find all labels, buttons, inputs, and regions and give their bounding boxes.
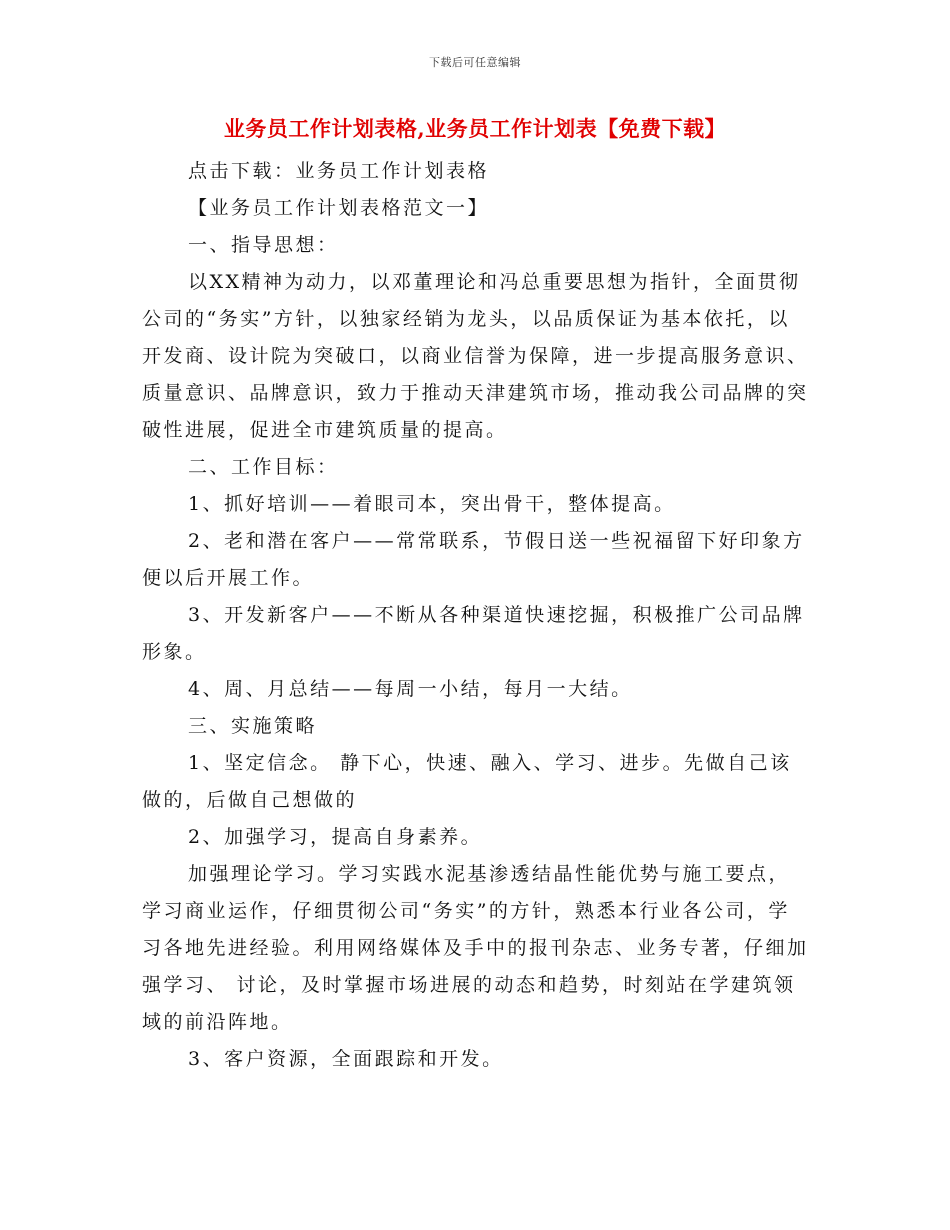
goal-item-1: 1、抓好培训——着眼司本，突出骨干，整体提高。 [188,493,676,515]
header-note: 下载后可任意编辑 [429,56,521,69]
section-label-sample-one: 【业务员工作计划表格范文一】 [188,197,490,219]
goal-item-2: 2、老和潜在客户——常常联系，节假日送一些祝福留下好印象方便以后开展工作。 [142,530,805,589]
strategy-item-3: 3、客户资源，全面跟踪和开发。 [188,1048,504,1070]
document-title: 业务员工作计划表格,业务员工作计划表【免费下载】 [223,116,727,141]
heading-work-goals: 二、工作目标： [188,456,339,478]
goal-item-4: 4、周、月总结——每周一小结，每月一大结。 [188,678,633,700]
heading-implementation-strategy: 三、实施策略 [188,715,318,737]
heading-guiding-ideology: 一、指导思想： [188,234,339,256]
document-body [142,153,810,1078]
paragraph-guiding-ideology: 以XX精神为动力，以邓董理论和冯总重要思想为指针，全面贯彻公司的“务实”方针，以独家经销为龙头，以品质保证为基本依托，以开发商、设计院为突破口，以商业信誉为保障，进一步提高服务意识、质量意识、品牌意识，致力于推动天津建筑市场，推动我公司品牌的突破性进展，促进全市建筑质量的提高。 [142,271,809,441]
paragraph-study: 加强理论学习。学习实践水泥基渗透结晶性能优势与施工要点，学习商业运作，仔细贯彻公司“务实”的方针，熟悉本行业各公司，学习各地先进经验。利用网络媒体及手中的报刊杂志、业务专著，仔细加强学习、 讨论，及时掌握市场进展的动态和趋势，时刻站在学建筑领域的前沿阵地。 [142,863,809,1033]
strategy-item-2: 2、加强学习，提高自身素养。 [188,826,483,848]
strategy-item-1: 1、坚定信念。 静下心，快速、融入、学习、进步。先做自己该做的，后做自己想做的 [142,752,792,811]
goal-item-3: 3、开发新客户——不断从各种渠道快速挖掘，积极推广公司品牌形象。 [142,604,805,663]
download-line: 点击下载：业务员工作计划表格 [188,160,490,182]
